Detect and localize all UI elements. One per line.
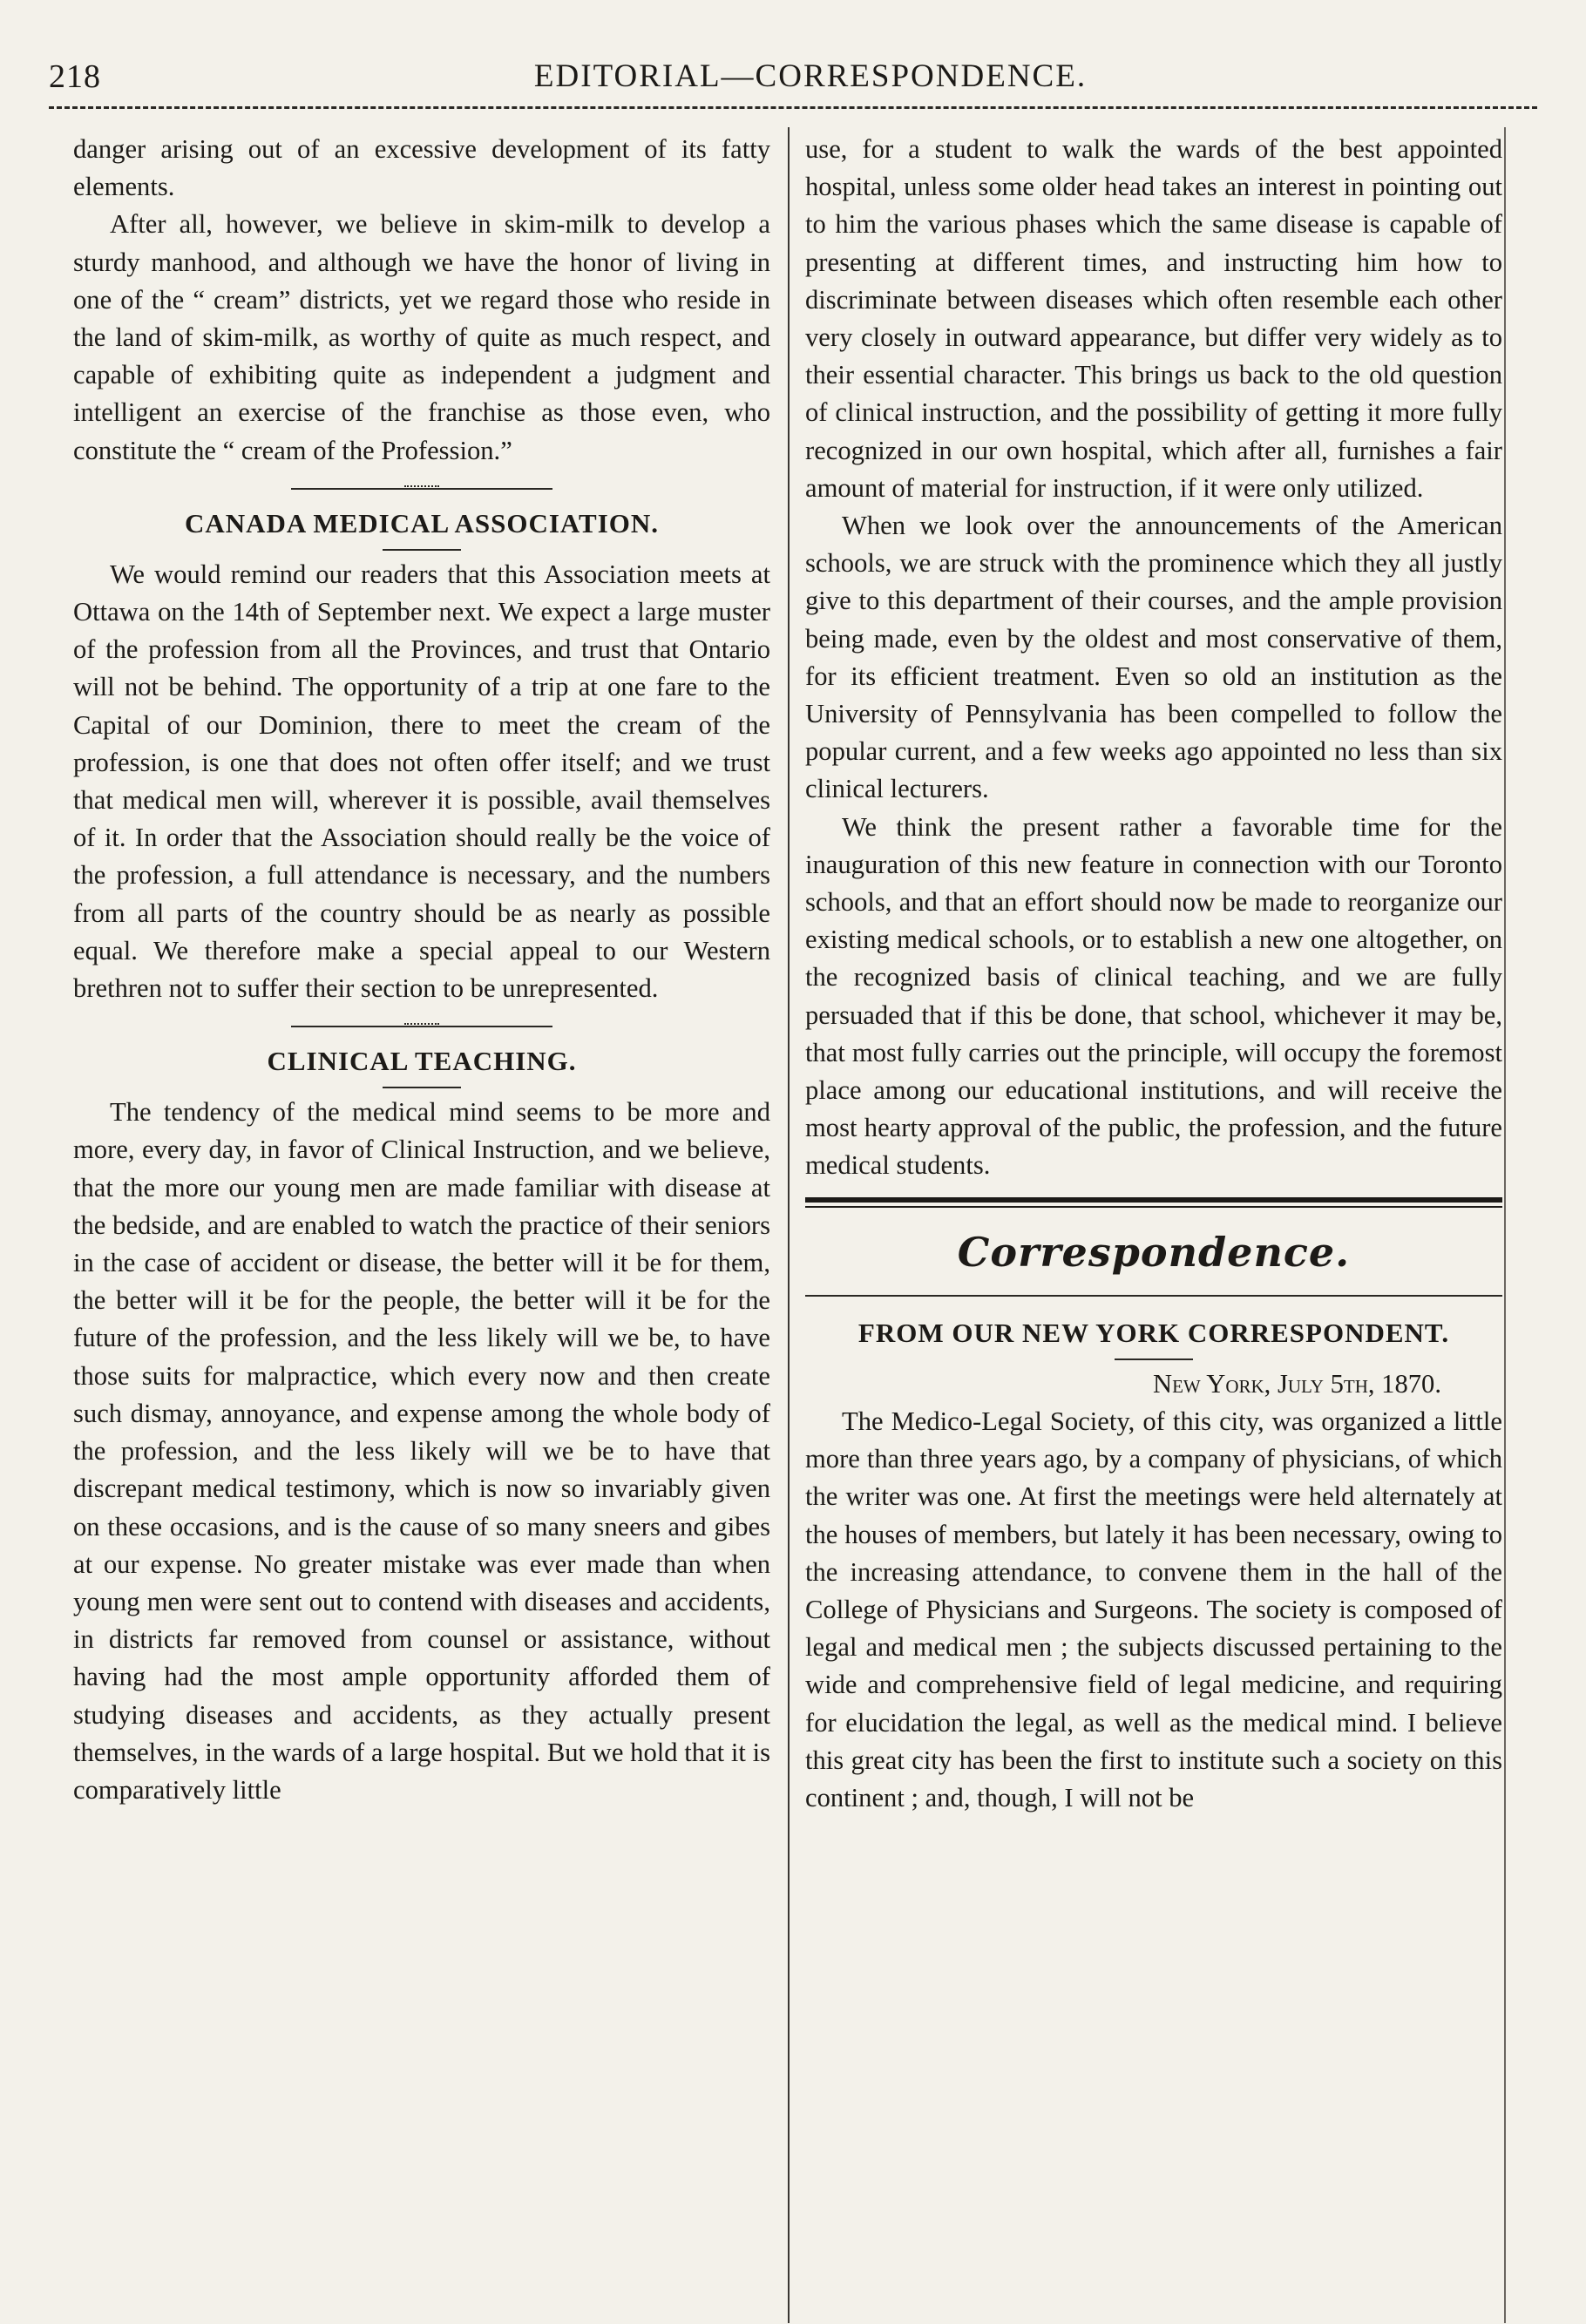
heading-canada-medical-association: CANADA MEDICAL ASSOCIATION.: [184, 507, 660, 539]
american-schools-paragraph: When we look over the announcements of the American schools, we are struck with the prominence which they all justly give to this department of their courses, and the ample provision being made, even by the oldest and most conservative of them, for its efficient treatment. Even so old an institution as the University of Pennsylvania has been compelled to follow the popular current, and a few weeks ago appointed no less than six clinical lecturers.: [805, 511, 1502, 804]
header-rule: [49, 106, 1537, 109]
thin-rule: [805, 1295, 1502, 1297]
dateline: New York, July 5th, 1870.: [1152, 1368, 1441, 1399]
right-column-edge: [1504, 127, 1506, 2323]
page-number: 218: [49, 58, 101, 95]
toronto-schools-paragraph: We think the present rather a favorable time for the inauguration of this new feature in connection with our Toronto schools, and that an effort should now be made to reorganize our existing medical schools, or to establish a new one altogether, on the recognized basis of clinical teaching, and we are fully persuaded that if this be done, that school, whichever it may be, that most fully carries out the principle, will occupy the foremost place among our educational institutions, and will receive the most hearty approval of the public, the profession, and the future medical students.: [805, 811, 1502, 1181]
continued-paragraph: use, for a student to walk the wards of the best appointed hospital, unless some older head takes an interest in pointing out to him the various phases which the same disease is capable of presenting at different times, and instructing him how to discriminate between diseases which often resemble each other very closely in outward appearance, but differ very widely as to their essential character. This brings us back to the old question of clinical instruction, and the possibility of getting it more fully recognized in our own hospital, which after all, furnishes a fair amount of material for instruction, if it were only utilized.: [805, 134, 1502, 503]
running-title: EDITORIAL—CORRESPONDENCE.: [533, 58, 1088, 94]
section-title-correspondence: Correspondence.: [957, 1228, 1351, 1276]
clinical-teaching-paragraph: The tendency of the medical mind seems to be more and more, every day, in favor of Clinical Instruction, and we believe, that the more our young men are made familiar with disease at the bedside, and are enabled to watch the practice of their seniors in the case of accident or disease, the better will it be for them, the better will it be for the people, the better will it be for the future of the profession, and the less likely will we be, to have those suits for malpractice, which every now and then create such dismay, annoyance, and expense among the whole body of the profession, and the less likely will we be to have that discrepant medical testimony, which is now so invariably given on these occasions, and is the cause of so many sneers and gibes at our expense. No greater mistake was ever made than when young men were sent out to contend with diseases and accidents, in districts far removed from counsel or assistance, without having had the most ample opportunity afforded them of studying diseases and accidents, as they actually present themselves, in the wards of a large hospital. But we hold that it is comparatively little: [73, 1097, 770, 1805]
skim-milk-paragraph: After all, however, we believe in skim-milk to develop a sturdy manhood, and although we have the honor of living in one of the “ cream” districts, yet we regard those who reside in the land of skim-milk, as worthy of quite as much respect, and capable of exhibiting quite as independent a judgment and intelligent an exercise of the franchise as those even, who constitute the “ cream of the Profession.”: [73, 209, 770, 465]
right-column: [805, 131, 1502, 1817]
ornament-divider: [73, 1011, 770, 1037]
association-paragraph: We would remind our readers that this Association meets at Ottawa on the 14th of September next. We expect a large muster of the profession from all the Provinces, and trust that Ontario will not be behind. The opportunity of a trip at one fare to the Capital of our Dominion, there to meet the cream of the profession, is one that does not often offer itself; and we trust that medical men will, wherever it is possible, avail themselves of it. In order that the Association should really be the voice of the profession, a full attendance is necessary, and the numbers from all parts of the country should be as nearly as possible equal. We therefore make a special appeal to our Western brethren not to suffer their section to be unrepresented.: [73, 559, 770, 1004]
section-double-rule: [805, 1197, 1502, 1208]
continued-paragraph: danger arising out of an excessive development of its fatty elements.: [73, 134, 770, 202]
short-rule: [383, 549, 461, 551]
short-rule: [383, 1087, 461, 1088]
heading-clinical-teaching: CLINICAL TEACHING.: [267, 1046, 577, 1077]
ornament-divider: [73, 473, 770, 499]
heading-new-york-correspondent: FROM OUR NEW YORK CORRESPONDENT.: [857, 1317, 1450, 1348]
column-divider: [788, 127, 790, 2323]
short-rule: [1115, 1358, 1193, 1360]
medico-legal-paragraph: The Medico-Legal Society, of this city, was organized a little more than three years ago, by a company of physicians, of which the writer was one. At first the meetings were held alternately at the houses of members, but lately it has been necessary, owing to the increasing attendance, to convene them in the hall of the College of Physicians and Surgeons. The society is composed of legal and medical men ; the subjects discussed pertaining to the wide and comprehensive field of legal medicine, and requiring for elucidation the legal, as well as the medical mind. I believe this great city has been the first to institute such a society on this continent ; and, though, I will not be: [805, 1406, 1502, 1812]
left-column: [73, 131, 770, 1809]
running-head: [49, 58, 1537, 110]
